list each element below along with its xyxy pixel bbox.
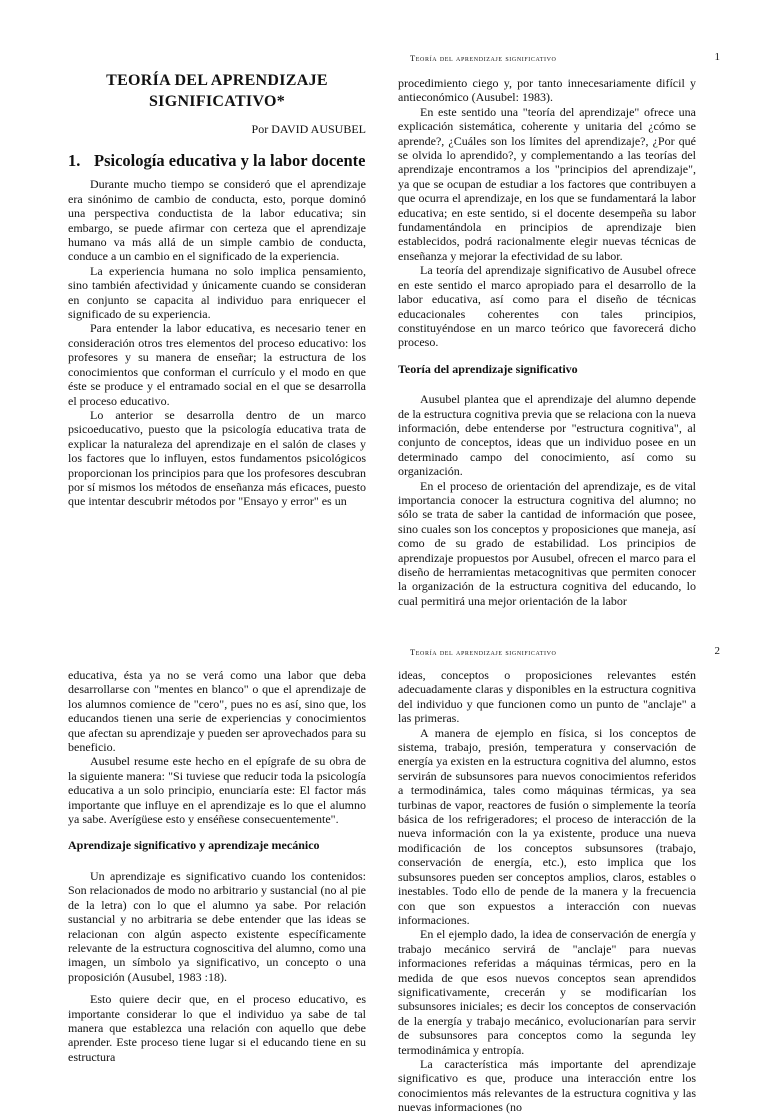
paragraph: Un aprendizaje es significativo cuando los contenidos: Son relacionados de modo no arbitrario y sustancial (no al pie de la letra) con lo que el alumno ya sabe. Por relación sustancial y no arbitraria se debe entender que las ideas se relacionan con algún aspecto existente específicamente relevante de la estructura cognoscitiva del alumno, como una imagen, un símbolo ya significativo, un concepto o una proposición (Ausubel, 1983 :18). <box>68 868 366 984</box>
section-title: Psicología educativa y la labor docente <box>94 151 366 171</box>
paragraph-continuation: educativa, ésta ya no se verá como una labor que deba desarrollarse con "mentes en blanco" o que el aprendizaje de los alumnos comience de "cero", pues no es así, sino que, los educandos tienen una serie de experiencias y conocimientos que afectan su aprendizaje y pueden ser aprovechados para su beneficio. <box>68 668 366 755</box>
paragraph: En este sentido una "teoría del aprendizaje" ofrece una explicación sistemática, coherente y unitaria del ¿cómo se aprende?, ¿Cuáles son los límites del aprendizaje?, ¿Por qué se olvida lo aprendido?, y complementando a las teorías del aprendizaje encontramos a los "principios del aprendizaje", ya que se ocupan de estudiar a los factores que contribuyen a que ocurra el aprendizaje, en los que se fundamentará la labor educativa; en este sentido, si el docente desempeña su labor fundamentándola en principios de aprendizaje bien establecidos, podrá racionalmente elegir nuevas técnicas de enseñanza y mejorar la efectividad de su labor. <box>398 104 696 263</box>
page-number: 2 <box>714 645 720 657</box>
section-number: 1. <box>68 151 81 171</box>
running-head-title: Teoría del aprendizaje significativo <box>410 647 557 657</box>
paragraph: Ausubel resume este hecho en el epígrafe de su obra de la siguiente manera: "Si tuviese que reducir toda la psicología educativa a un solo principio, enunciaría este: El factor más importante que influye en el aprendizaje es lo que el alumno ya sabe. Averígüese esto y enséñese consecuentemente". <box>68 754 366 827</box>
paragraph: La característica más importante del aprendizaje significativo es que, produce una interacción entre los conocimientos más relevantes de la estructura cognitiva y las nuevas informaciones (no <box>398 1056 696 1115</box>
document-page-2 <box>0 640 768 1115</box>
paragraph-continuation: procedimiento ciego y, por tanto innecesariamente difícil y antieconómico (Ausubel: 1983). <box>398 76 696 105</box>
paragraph: La teoría del aprendizaje significativo de Ausubel ofrece en este sentido el marco apropiado para el desarrollo de la labor educativa, así como para el diseño de técnicas educacionales coherentes con tales principios, constituyéndose en un marco teórico que favorecerá dicho proceso. <box>398 263 696 350</box>
section-heading <box>68 150 366 171</box>
running-head-title: Teoría del aprendizaje significativo <box>410 53 557 63</box>
left-column <box>68 70 366 509</box>
page-number: 1 <box>714 51 720 63</box>
paragraph: En el ejemplo dado, la idea de conservación de energía y trabajo mecánico servirá de "anclaje" para nuevas informaciones referidas a máquinas térmicas, pero en la medida de que esos nuevos conceptos sean aprendidos significativamente, crecerán y se modificarían los subsunsores iniciales; es decir los conceptos de conservación de la energía y trabajo mecánico, evolucionarían para servir de subsunsores para conceptos como la segunda ley termodinámica y entropía. <box>398 927 696 1057</box>
paragraph-continuation: ideas, conceptos o proposiciones relevantes estén adecuadamente claras y disponibles en la estructura cognitiva del individuo y que funcionen como un punto de "anclaje" a las primeras. <box>398 668 696 726</box>
document-title: TEORÍA DEL APRENDIZAJE SIGNIFICATIVO* <box>106 72 328 110</box>
right-column <box>398 668 696 1115</box>
paragraph: En el proceso de orientación del aprendizaje, es de vital importancia conocer la estructura cognitiva del alumno; no sólo se trata de saber la cantidad de información que posee, sino cuales son los conceptos y proposiciones que maneja, así como de su grado de estabilidad. Los principios de aprendizaje propuestos por Ausubel, ofrecen el marco para el diseño de herramientas metacognitivas que permiten conocer la organización de la estructura cognitiva del educando, lo cual permitirá una mejor orientación de la labor <box>398 478 696 608</box>
paragraph: Lo anterior se desarrolla dentro de un marco psicoeducativo, puesto que la psicología educativa trata de explicar la naturaleza del aprendizaje en el salón de clases y los factores que lo influyen, estos fundamentos psicológicos proporcionan los principios para que los profesores descubran por sí mismos los métodos de enseñanza más eficaces, puesto que intentar descubrir métodos por "Ensayo y error" es un <box>68 407 366 509</box>
paragraph: La experiencia humana no solo implica pensamiento, sino también afectividad y únicamente cuando se consideran en conjunto se capacita al individuo para enriquecer el significado de su experiencia. <box>68 263 366 322</box>
paragraph: Ausubel plantea que el aprendizaje del alumno depende de la estructura cognitiva previa que se relaciona con la nueva información, debe entenderse por "estructura cognitiva", al conjunto de conceptos, ideas que un individuo posee en un determinado campo del conocimiento, así como su organización. <box>398 392 696 479</box>
right-column <box>398 76 696 608</box>
author-byline: Por DAVID AUSUBEL <box>251 122 366 136</box>
paragraph: A manera de ejemplo en física, si los conceptos de sistema, trabajo, presión, temperatura y conservación de energía ya existen en la estructura cognitiva del alumno, estos servirán de subsunsores para nuevos conocimientos referidos a termodinámica, tales como máquinas térmicas, ya sea turbinas de vapor, reactores de fusión o simplemente la teoría básica de los refrigeradores; el proceso de interacción de la nueva información con la ya existente, produce una nueva modificación de los conceptos subsunsores (trabajo, conservación de energía, etc.), esto implica que los subsunsores pueden ser conceptos amplios, claros, estables o inestables. Todo ello de pende de la manera y la frecuencia con que son expuestos a interacción con nuevas informaciones. <box>398 725 696 927</box>
paragraph: Esto quiere decir que, en el proceso educativo, es importante considerar lo que el individuo ya sabe de tal manera que establezca una relación con aquello que debe aprender. Este proceso tiene lugar si el educando tiene en su estructura <box>68 992 366 1064</box>
paragraph: Durante mucho tiempo se consideró que el aprendizaje era sinónimo de cambio de conducta, esto, porque dominó una perspectiva conductista de la labor educativa; sin embargo, se puede afirmar con certeza que el aprendizaje humano va más allá de un simple cambio de conducta, conduce a un cambio en el significado de la experiencia. <box>68 177 366 264</box>
left-column <box>68 668 366 1064</box>
paragraph: Para entender la labor educativa, es necesario tener en consideración otros tres elementos del proceso educativo: los profesores y su manera de enseñar; la estructura de los conocimientos que conforman el currículo y el modo en que éste se produce y el entramado social en el que se desarrolla el proceso educativo. <box>68 321 366 408</box>
subheading: Teoría del aprendizaje significativo <box>398 361 578 376</box>
subheading: Aprendizaje significativo y aprendizaje mecánico <box>68 838 320 853</box>
